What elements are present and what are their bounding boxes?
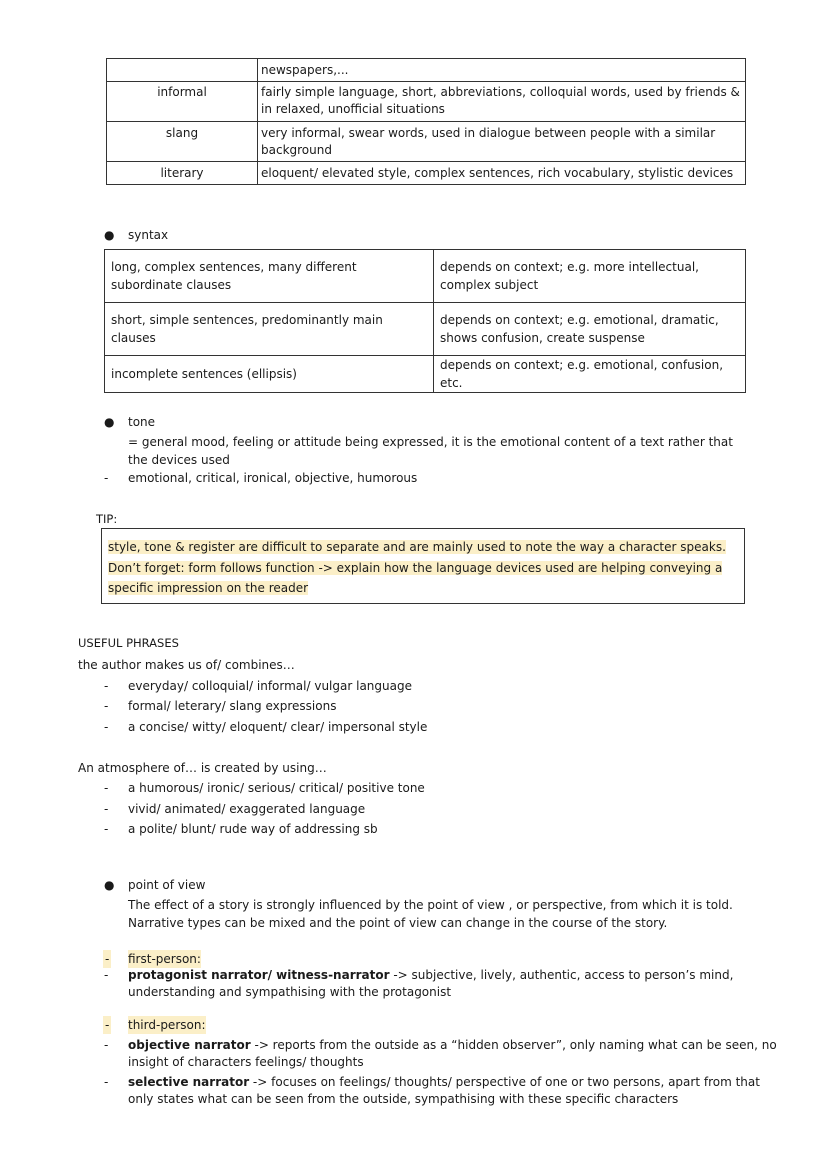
phrase-item: a polite/ blunt/ rude way of addressing sb bbox=[128, 822, 378, 836]
syntax-heading: syntax bbox=[128, 228, 169, 242]
narrator-desc: -> subjective, lively, authentic, access to person’s mind, bbox=[389, 968, 734, 982]
syntax-table bbox=[104, 249, 746, 393]
table-row bbox=[107, 162, 746, 185]
table-row bbox=[107, 82, 746, 122]
phrase-item: a humorous/ ironic/ serious/ critical/ positive tone bbox=[128, 781, 425, 795]
dash-marker: - bbox=[104, 1075, 109, 1089]
tip-label: TIP: bbox=[96, 512, 118, 526]
narrator-term: objective narrator bbox=[128, 1038, 251, 1052]
pov-text: The effect of a story is strongly influenced by the point of view , or perspective, from which it is told. bbox=[128, 898, 733, 912]
tone-definition: = general mood, feeling or attitude being expressed, it is the emotional content of a text rather that the devices used bbox=[128, 435, 733, 467]
dash-marker: - bbox=[104, 471, 109, 485]
phrases-intro: the author makes us of/ combines… bbox=[78, 658, 295, 672]
selective-narrator-line bbox=[128, 1073, 768, 1091]
table-row bbox=[105, 303, 746, 356]
dash-marker: - bbox=[104, 968, 109, 982]
table-row bbox=[107, 59, 746, 82]
tip-line: Don’t forget: form follows function -> explain how the language devices used are helping conveying a bbox=[108, 560, 723, 575]
tone-examples: emotional, critical, ironical, objective, humorous bbox=[128, 471, 418, 485]
phrase-item: formal/ leterary/ slang expressions bbox=[128, 699, 337, 713]
narrator-term: protagonist narrator/ witness-narrator bbox=[128, 968, 390, 982]
dash-marker: - bbox=[104, 699, 109, 713]
register-name bbox=[107, 59, 258, 82]
pov-heading: point of view bbox=[128, 878, 206, 892]
dash-marker: - bbox=[104, 802, 109, 816]
bullet-dot-icon: ● bbox=[104, 415, 115, 429]
useful-phrases-heading: USEFUL PHRASES bbox=[78, 636, 179, 650]
syntax-type: incomplete sentences (ellipsis) bbox=[105, 356, 434, 393]
dash-marker: - bbox=[105, 1018, 110, 1032]
register-table bbox=[106, 58, 746, 185]
phrase-item: everyday/ colloquial/ informal/ vulgar language bbox=[128, 679, 412, 693]
first-person-label: first-person: bbox=[128, 952, 201, 966]
register-name: slang bbox=[107, 122, 258, 162]
narrator-term: selective narrator bbox=[128, 1075, 250, 1089]
dash-marker: - bbox=[104, 822, 109, 836]
tone-heading: tone bbox=[128, 415, 156, 429]
register-description: very informal, swear words, used in dialogue between people with a similar background bbox=[258, 122, 746, 162]
dash-marker: - bbox=[105, 952, 110, 966]
narrator-desc: understanding and sympathising with the protagonist bbox=[128, 985, 452, 999]
narrator-desc: -> focuses on feelings/ thoughts/ perspective of one or two persons, apart from that bbox=[249, 1075, 760, 1089]
bullet-dot-icon: ● bbox=[104, 228, 115, 242]
register-name: literary bbox=[107, 162, 258, 185]
register-description: newspapers,... bbox=[258, 59, 746, 82]
dash-marker: - bbox=[104, 679, 109, 693]
syntax-effect: depends on context; e.g. emotional, confusion, etc. bbox=[434, 356, 746, 393]
phrase-item: vivid/ animated/ exaggerated language bbox=[128, 802, 366, 816]
table-row bbox=[107, 122, 746, 162]
syntax-effect: depends on context; e.g. emotional, dramatic, shows confusion, create suspense bbox=[434, 303, 746, 356]
register-description: fairly simple language, short, abbreviations, colloquial words, used by friends & in relaxed, unofficial situations bbox=[258, 82, 746, 122]
syntax-type: long, complex sentences, many different subordinate clauses bbox=[105, 250, 434, 303]
narrator-desc: only states what can be seen from the outside, sympathising with these specific characters bbox=[128, 1092, 679, 1106]
narrator-desc: insight of characters feelings/ thoughts bbox=[128, 1055, 364, 1069]
phrase-item: a concise/ witty/ eloquent/ clear/ impersonal style bbox=[128, 720, 428, 734]
third-person-label: third-person: bbox=[128, 1018, 206, 1032]
pov-text: Narrative types can be mixed and the point of view can change in the course of the story. bbox=[128, 916, 668, 930]
first-person-line bbox=[128, 966, 768, 984]
register-description: eloquent/ elevated style, complex sentences, rich vocabulary, stylistic devices bbox=[258, 162, 746, 185]
table-row bbox=[105, 356, 746, 393]
syntax-type: short, simple sentences, predominantly main clauses bbox=[105, 303, 434, 356]
register-name: informal bbox=[107, 82, 258, 122]
tip-box bbox=[101, 528, 745, 604]
syntax-effect: depends on context; e.g. more intellectual, complex subject bbox=[434, 250, 746, 303]
bullet-dot-icon: ● bbox=[104, 878, 115, 892]
dash-marker: - bbox=[104, 720, 109, 734]
table-row bbox=[105, 250, 746, 303]
phrases-intro: An atmosphere of… is created by using… bbox=[78, 761, 327, 775]
tip-line: style, tone & register are difficult to separate and are mainly used to note the way a character speaks. bbox=[108, 540, 726, 554]
objective-narrator-line bbox=[128, 1036, 777, 1054]
dash-marker: - bbox=[104, 781, 109, 795]
narrator-desc: -> reports from the outside as a “hidden observer”, only naming what can be seen, no bbox=[250, 1038, 777, 1052]
tip-line: specific impression on the reader bbox=[108, 581, 309, 595]
dash-marker: - bbox=[104, 1038, 109, 1052]
